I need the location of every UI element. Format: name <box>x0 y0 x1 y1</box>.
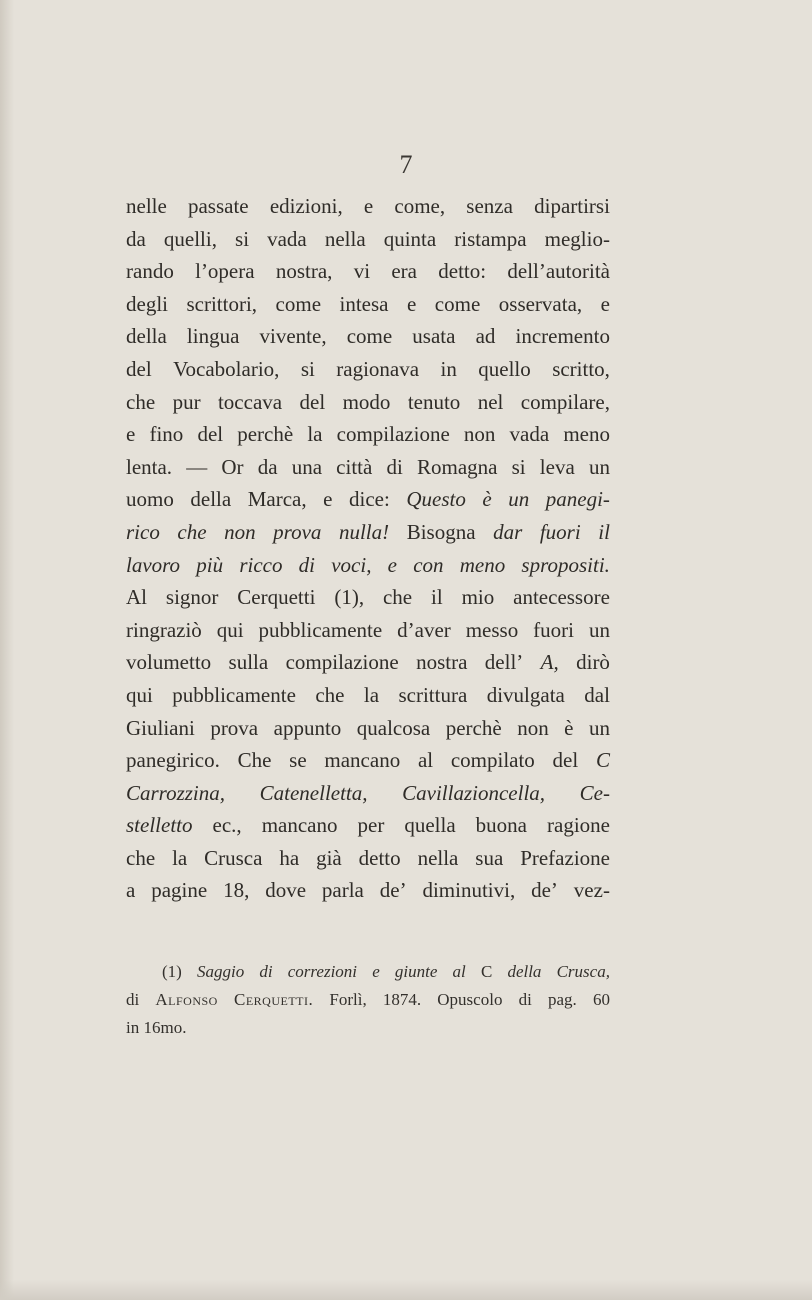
text-word: vez- <box>573 878 610 903</box>
text-word: Vocabolario, <box>173 356 280 381</box>
text-word: di <box>259 962 273 981</box>
text-word: parla <box>321 878 364 903</box>
text-word: toccava <box>217 389 283 414</box>
text-word: e <box>126 422 136 447</box>
text-word: sua <box>475 845 504 870</box>
text-word: Catenelletta, <box>259 780 368 805</box>
text-word: signor <box>165 585 219 610</box>
text-word: vada <box>267 226 307 251</box>
text-word: diminutivi, <box>422 878 516 903</box>
text-word: che <box>315 682 345 707</box>
text-word: della <box>190 487 232 512</box>
text-line <box>126 320 610 353</box>
text-word: Or <box>221 454 244 479</box>
text-word: quelli, <box>163 226 217 251</box>
footnote <box>126 958 610 1042</box>
text-word: dar <box>493 519 523 544</box>
text-line <box>126 255 610 288</box>
text-word: messo <box>465 617 519 642</box>
text-word: come <box>346 324 393 349</box>
text-word: come <box>434 291 481 316</box>
text-word: perchè <box>445 715 502 740</box>
text-word: del <box>299 389 326 414</box>
text-word: dirò <box>576 650 610 675</box>
text-word: e <box>406 291 417 316</box>
text-word: che <box>177 519 207 544</box>
text-word: compilazione <box>336 422 450 447</box>
text-word: dell’autorità <box>507 259 610 284</box>
text-word: usata <box>412 324 456 349</box>
text-line <box>126 777 610 810</box>
text-word: senza <box>466 194 513 218</box>
text-word: passate <box>187 194 249 218</box>
text-word: fuori <box>539 519 581 544</box>
text-word: Alfonso <box>155 990 218 1009</box>
text-word: vada <box>509 422 550 447</box>
text-word: che <box>126 845 156 870</box>
text-line <box>126 386 610 419</box>
text-word: ristampa <box>454 226 527 251</box>
text-word: scrittori, <box>186 291 258 316</box>
text-word: dove <box>265 878 307 903</box>
text-line <box>126 549 610 582</box>
text-word: lenta. <box>126 454 173 479</box>
text-word: si <box>511 454 526 479</box>
text-line <box>126 874 610 907</box>
text-word: lingua <box>186 324 240 349</box>
text-word: de’ <box>531 878 558 903</box>
text-word: compilare, <box>520 389 610 414</box>
text-word: (1), <box>334 585 365 610</box>
text-word: stelletto <box>126 813 193 838</box>
text-word: Marca, <box>247 487 307 512</box>
text-word: con <box>413 552 444 577</box>
text-word: scritto, <box>552 356 610 381</box>
text-word: detto: <box>438 259 487 284</box>
text-word: fino <box>149 422 184 447</box>
text-line <box>126 223 610 256</box>
text-word: nostra <box>416 650 468 675</box>
text-word: de’ <box>379 878 407 903</box>
text-word: appunto <box>273 715 342 740</box>
text-word: come <box>275 291 322 316</box>
page-number: 7 <box>399 150 413 179</box>
text-word: compilazione <box>285 650 399 675</box>
text-word: panegirico. <box>126 748 220 773</box>
text-word: mancano <box>324 748 401 773</box>
text-word: è <box>482 487 492 512</box>
text-word: Forlì, <box>329 990 367 1009</box>
text-line <box>126 614 610 647</box>
text-word: detto <box>358 845 401 870</box>
text-word: compilato <box>450 748 535 773</box>
text-word: nel <box>477 389 504 414</box>
text-word: di <box>298 552 316 577</box>
text-word: volumetto <box>126 650 212 675</box>
text-word: meno <box>459 552 506 577</box>
text-word: perchè <box>237 422 294 447</box>
text-word: ricco <box>239 552 283 577</box>
text-line <box>126 581 610 614</box>
text-word: Prefazione <box>520 845 610 870</box>
text-word: Crusca <box>204 845 263 870</box>
text-line <box>126 646 610 679</box>
text-word: edizioni, <box>269 194 343 218</box>
footnote-line <box>126 958 610 986</box>
text-word: che <box>126 389 156 414</box>
text-line <box>126 288 610 321</box>
text-word: C <box>480 962 493 981</box>
text-word: mio <box>461 585 495 610</box>
text-word: qualcosa <box>356 715 431 740</box>
text-word: un <box>588 454 610 479</box>
text-word: rando <box>126 259 174 284</box>
text-word: nella <box>417 845 459 870</box>
text-word: uomo <box>126 487 174 512</box>
text-word: quello <box>478 356 531 381</box>
text-word: ragionava <box>336 356 420 381</box>
text-word: giunte <box>394 962 438 981</box>
text-word: dell’ <box>484 650 524 675</box>
text-word: al <box>417 748 434 773</box>
text-word: Cavillazioncella, <box>402 780 546 805</box>
text-word: Giuliani <box>126 715 195 740</box>
text-word: della <box>507 962 542 981</box>
text-word: incremento <box>515 324 610 349</box>
text-word: dipartirsi <box>534 194 610 218</box>
text-word: ringraziò <box>126 617 202 642</box>
text-word: Romagna <box>416 454 498 479</box>
text-word: Crusca, <box>556 962 610 981</box>
text-word: un <box>508 487 530 512</box>
text-word: sulla <box>228 650 269 675</box>
text-line <box>126 418 610 451</box>
text-word: 1874. <box>382 990 422 1009</box>
text-word: buona <box>475 813 527 838</box>
footnote-line <box>126 986 610 1014</box>
text-word: lavoro <box>126 552 181 577</box>
text-word: di <box>518 990 532 1009</box>
text-word: pur <box>172 389 201 414</box>
text-word: d’aver <box>397 617 451 642</box>
text-word: città <box>336 454 373 479</box>
text-word: di <box>386 454 403 479</box>
text-line <box>126 451 610 484</box>
text-word: meglio- <box>544 226 610 251</box>
text-word: ec., <box>212 813 242 838</box>
text-word: degli <box>126 291 168 316</box>
text-word: ha <box>279 845 300 870</box>
text-word: vivente, <box>259 324 327 349</box>
text-word: Al <box>126 585 147 610</box>
text-word: correzioni <box>287 962 358 981</box>
text-line <box>126 483 610 516</box>
text-word: Carrozzina, <box>126 780 226 805</box>
text-word: quella <box>404 813 456 838</box>
text-word: pubblicamente <box>258 617 383 642</box>
text-word: non <box>224 519 256 544</box>
text-word: se <box>289 748 307 773</box>
text-word: il <box>598 519 610 544</box>
text-word: voci, <box>331 552 372 577</box>
text-word: A, <box>540 650 559 675</box>
text-word: divulgata <box>486 682 565 707</box>
text-word: prova <box>273 519 322 544</box>
text-word: del <box>552 748 579 773</box>
text-word: qui <box>216 617 244 642</box>
text-word: non <box>463 422 496 447</box>
text-word: nostra, <box>275 259 333 284</box>
text-word: la <box>307 422 323 447</box>
text-word: del <box>126 356 152 381</box>
text-word: nulla! <box>338 519 390 544</box>
text-word: quinta <box>383 226 437 251</box>
text-word: C <box>595 748 610 773</box>
text-word: già <box>316 845 342 870</box>
text-word: un <box>588 617 610 642</box>
text-word: da <box>257 454 278 479</box>
text-word: 60 <box>592 990 610 1009</box>
text-word: mancano <box>261 813 338 838</box>
text-word: di <box>126 990 140 1009</box>
text-word: 18, <box>223 878 250 903</box>
text-word: nella <box>324 226 366 251</box>
text-word: per <box>357 813 385 838</box>
text-word: osservata, <box>498 291 583 316</box>
text-word: e <box>363 194 374 218</box>
text-word: Opuscolo <box>437 990 503 1009</box>
text-word: prova <box>210 715 259 740</box>
text-word: Ce- <box>579 780 610 805</box>
text-word: da <box>126 226 146 251</box>
text-line <box>126 679 610 712</box>
text-word: fuori <box>533 617 574 642</box>
text-word: come, <box>394 194 446 218</box>
text-word: spropositi. <box>521 552 610 577</box>
text-word: è <box>564 715 574 740</box>
text-word: una <box>291 454 323 479</box>
text-word: Bisogna <box>406 519 476 544</box>
text-word: un <box>588 715 610 740</box>
text-word: l’opera <box>195 259 255 284</box>
text-word: al <box>452 962 466 981</box>
text-word: (1) <box>162 962 182 981</box>
text-word: pagine <box>151 878 208 903</box>
body-text <box>126 190 610 907</box>
text-word: leva <box>539 454 575 479</box>
text-word: dice: <box>349 487 390 512</box>
text-word: modo <box>342 389 391 414</box>
text-word: intesa <box>339 291 389 316</box>
text-word: che <box>382 585 413 610</box>
text-word: dal <box>584 682 610 707</box>
text-word: si <box>300 356 315 381</box>
text-line <box>126 353 610 386</box>
text-word: vi <box>353 259 371 284</box>
text-word: Cerquetti <box>237 585 316 610</box>
footnote-line <box>126 1014 610 1042</box>
text-word: e <box>387 552 397 577</box>
text-word: Saggio <box>196 962 245 981</box>
text-word: Questo <box>406 487 466 512</box>
text-word: rico <box>126 519 160 544</box>
text-word: e <box>323 487 333 512</box>
text-line <box>126 842 610 875</box>
text-word: a <box>126 878 136 903</box>
text-word: meno <box>563 422 610 447</box>
text-line <box>126 744 610 777</box>
text-word: la <box>172 845 188 870</box>
text-line <box>126 516 610 549</box>
text-word: pubblicamente <box>172 682 296 707</box>
text-word: del <box>197 422 224 447</box>
text-word: più <box>196 552 224 577</box>
page-edge-shadow-left <box>0 0 14 1300</box>
text-word: ad <box>475 324 496 349</box>
text-word: Che <box>237 748 272 773</box>
text-word: tenuto <box>407 389 461 414</box>
text-line <box>126 712 610 745</box>
text-segment: in 16mo. <box>126 1018 187 1037</box>
page-edge-shadow-bottom <box>0 1280 812 1300</box>
text-word: scrittura <box>398 682 468 707</box>
text-word: si <box>235 226 250 251</box>
text-word: qui <box>126 682 153 707</box>
text-word: della <box>126 324 167 349</box>
text-line <box>126 190 610 223</box>
text-word: e <box>600 291 610 316</box>
text-word: nelle <box>126 194 167 218</box>
text-word: antecessore <box>513 585 610 610</box>
text-word: non <box>517 715 549 740</box>
text-word: pag. <box>548 990 577 1009</box>
text-word: la <box>363 682 380 707</box>
text-line <box>126 809 610 842</box>
text-word: panegi- <box>545 487 610 512</box>
text-word: il <box>431 585 443 610</box>
text-word: Cerquetti. <box>234 990 314 1009</box>
text-word: era <box>391 259 417 284</box>
text-word: e <box>372 962 380 981</box>
text-word: in <box>440 356 457 381</box>
text-word: ragione <box>547 813 610 838</box>
text-word: — <box>186 454 208 479</box>
